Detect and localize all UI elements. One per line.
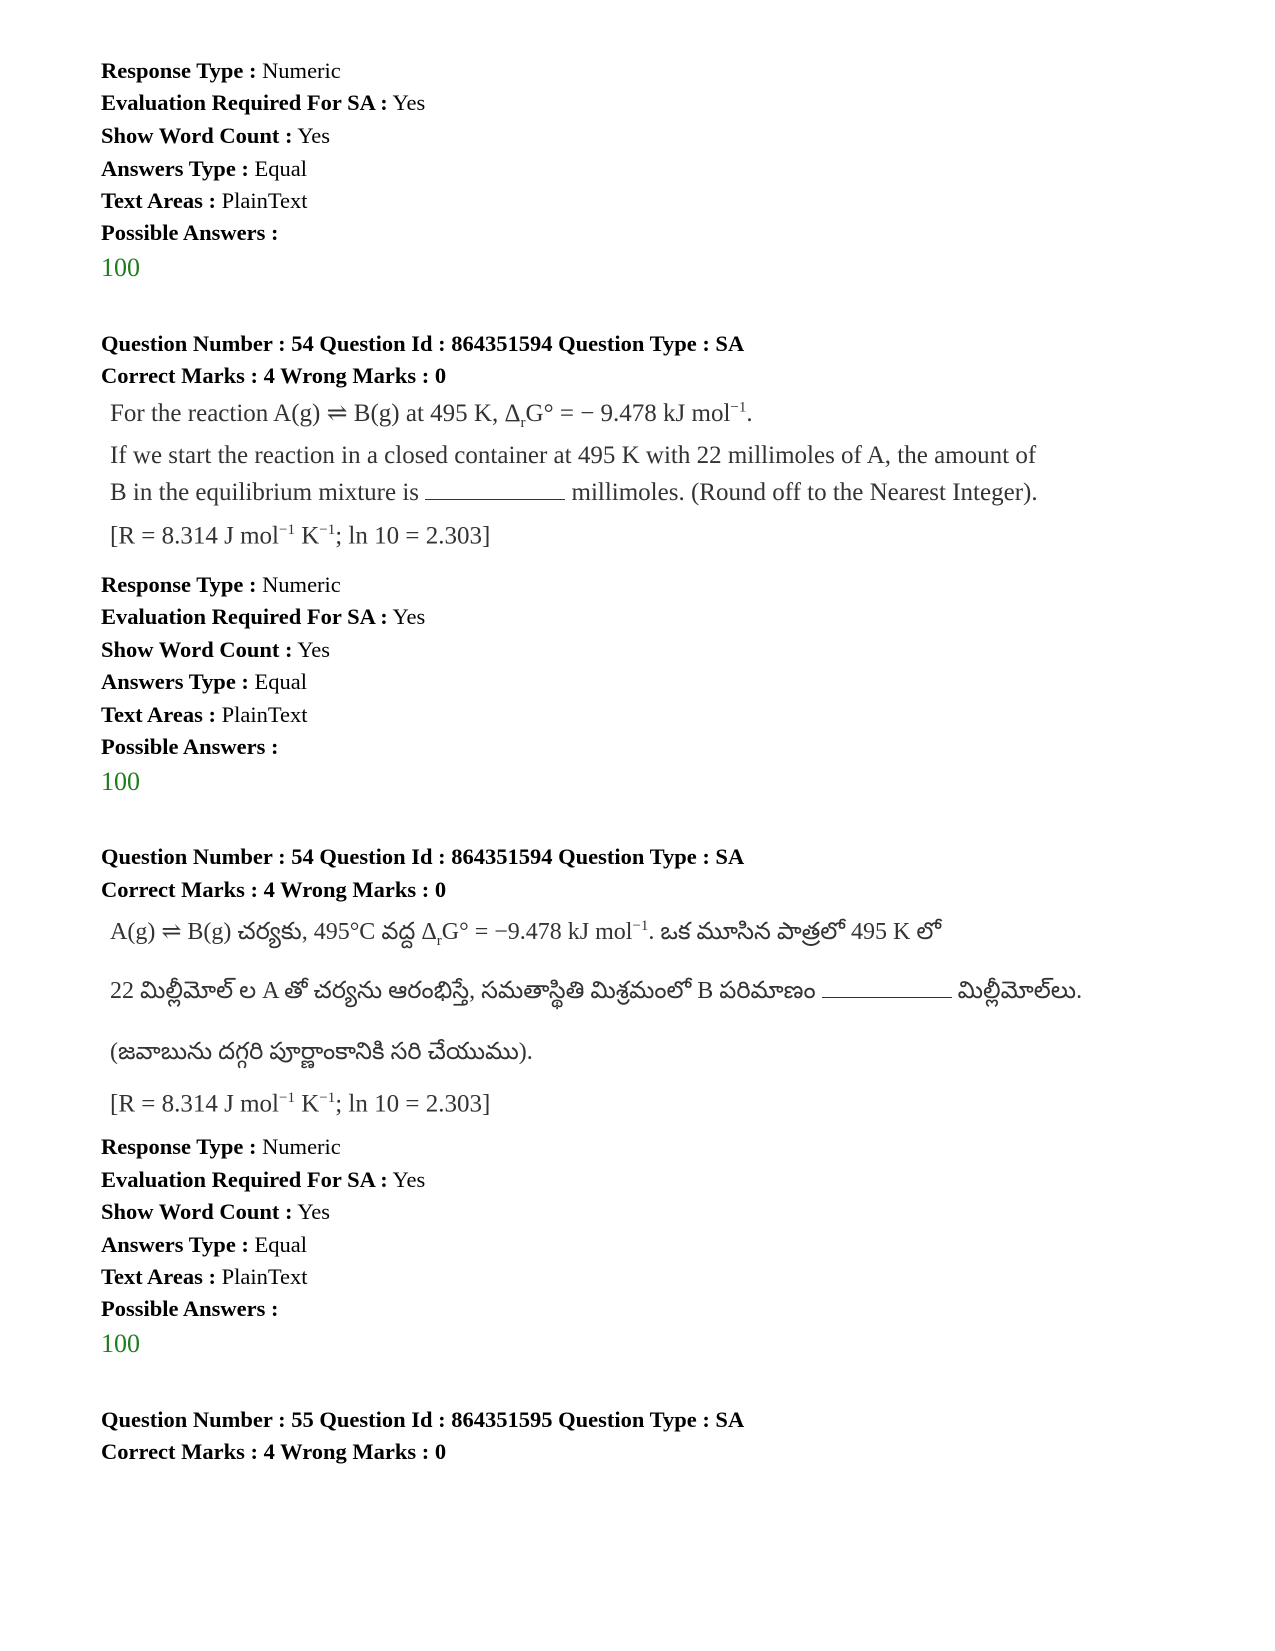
text: (జవాబును దగ్గరి పూర్ణాంకానికి సరి చేయుము). <box>110 1039 533 1065</box>
possible-answers-label <box>101 219 279 247</box>
label: Show Word Count : <box>101 123 293 148</box>
question-header <box>101 330 744 358</box>
question-text-line <box>110 977 1082 1010</box>
text: [R = 8.314 J mol <box>110 522 279 550</box>
label: Possible Answers : <box>101 734 279 759</box>
label: Possible Answers : <box>101 1296 279 1321</box>
label: Show Word Count : <box>101 1199 293 1224</box>
answer-blank <box>425 481 565 500</box>
label: Response Type : <box>101 572 257 597</box>
show-word-count <box>101 1198 330 1226</box>
question-header <box>101 1406 744 1434</box>
text: ; ln 10 = 2.303] <box>335 1090 491 1118</box>
response-type <box>101 571 341 599</box>
answer-blank <box>822 979 952 998</box>
question-header <box>101 843 744 871</box>
value: PlainText <box>221 1264 308 1289</box>
label: Answers Type : <box>101 1232 249 1257</box>
text: A(g) ⇌ B(g) చర్యకు, 495°C వద్ద Δ <box>110 919 437 945</box>
question-header-text: Question Number : 54 Question Id : 864351594 Question Type : SA <box>101 844 745 869</box>
label: Evaluation Required For SA : <box>101 90 388 115</box>
superscript: −1 <box>730 399 747 416</box>
question-header-text: Question Number : 54 Question Id : 864351594 Question Type : SA <box>101 331 745 356</box>
text: If we start the reaction in a closed container at 495 K with 22 millimoles of A, the amount of <box>110 442 1037 469</box>
question-header-text: Question Number : 55 Question Id : 864351595 Question Type : SA <box>101 1407 745 1432</box>
label: Evaluation Required For SA : <box>101 604 388 629</box>
superscript: −1 <box>278 1090 295 1106</box>
value: Numeric <box>262 572 341 597</box>
question-text-line <box>110 522 490 550</box>
question-text-line <box>110 442 1036 470</box>
label: Text Areas : <box>101 188 216 213</box>
label: Evaluation Required For SA : <box>101 1167 388 1192</box>
subscript: r <box>520 415 526 431</box>
value: Yes <box>392 1167 426 1192</box>
value: Equal <box>254 1232 308 1257</box>
value: Equal <box>254 669 308 694</box>
value: Yes <box>297 1199 331 1224</box>
subscript: r <box>436 932 442 949</box>
value: Yes <box>392 90 426 115</box>
question-marks-text: Correct Marks : 4 Wrong Marks : 0 <box>101 363 447 388</box>
question-text-line <box>110 398 753 432</box>
text-areas <box>101 701 308 729</box>
answers-type <box>101 155 307 183</box>
evaluation-required <box>101 89 425 117</box>
superscript: −1 <box>632 918 649 934</box>
text: For the reaction A(g) ⇌ B(g) at 495 K, Δ <box>110 400 521 427</box>
label: Text Areas : <box>101 702 216 727</box>
text: K <box>294 522 320 550</box>
possible-answers-label <box>101 733 279 761</box>
superscript: −1 <box>278 522 295 538</box>
text-areas <box>101 1263 308 1291</box>
label: Answers Type : <box>101 669 249 694</box>
value: Yes <box>392 604 426 629</box>
text: G° = − 9.478 kJ mol <box>525 400 731 427</box>
text: 22 మిల్లీమోల్ ల A తో చర్యను ఆరంభిస్తే, సమతాస్థితి మిశ్రమంలో B పరిమాణం <box>110 978 816 1004</box>
show-word-count <box>101 636 330 664</box>
value: Numeric <box>262 58 341 83</box>
text: . <box>746 400 753 427</box>
possible-answer: 100 <box>101 1329 140 1358</box>
possible-answers-label <box>101 1295 279 1323</box>
label: Response Type : <box>101 1134 257 1159</box>
show-word-count <box>101 122 330 150</box>
text: B in the equilibrium mixture is <box>110 479 419 506</box>
evaluation-required <box>101 1166 425 1194</box>
text: [R = 8.314 J mol <box>110 1090 279 1118</box>
label: Show Word Count : <box>101 637 293 662</box>
text: K <box>294 1090 320 1118</box>
question-text-line <box>110 1090 490 1118</box>
text: millimoles. (Round off to the Nearest Integer). <box>571 479 1038 506</box>
value: PlainText <box>221 188 308 213</box>
answers-type <box>101 1231 307 1259</box>
value: Yes <box>297 637 331 662</box>
label: Answers Type : <box>101 156 249 181</box>
possible-answer: 100 <box>101 253 140 282</box>
value: Numeric <box>262 1134 341 1159</box>
text: G° = −9.478 kJ mol <box>441 919 633 945</box>
question-marks <box>101 1438 446 1466</box>
text: . ఒక మూసిన పాత్రలో 495 K లో <box>648 919 942 945</box>
question-marks-text: Correct Marks : 4 Wrong Marks : 0 <box>101 1439 447 1464</box>
value: Yes <box>297 123 331 148</box>
answers-type <box>101 668 307 696</box>
label: Response Type : <box>101 58 257 83</box>
question-text-line <box>110 917 941 951</box>
value: PlainText <box>221 702 308 727</box>
text: మిల్లీమోల్‌లు. <box>957 978 1083 1004</box>
value: Equal <box>254 156 308 181</box>
text-areas <box>101 187 308 215</box>
question-text-line <box>110 479 1038 507</box>
question-marks <box>101 876 446 904</box>
evaluation-required <box>101 603 425 631</box>
question-marks <box>101 362 446 390</box>
question-marks-text: Correct Marks : 4 Wrong Marks : 0 <box>101 877 447 902</box>
superscript: −1 <box>319 522 336 538</box>
text: ; ln 10 = 2.303] <box>335 522 491 550</box>
response-type <box>101 1133 341 1161</box>
possible-answer: 100 <box>101 767 140 796</box>
response-type <box>101 57 341 85</box>
question-text-line <box>110 1038 533 1071</box>
label: Possible Answers : <box>101 220 279 245</box>
superscript: −1 <box>319 1090 336 1106</box>
label: Text Areas : <box>101 1264 216 1289</box>
